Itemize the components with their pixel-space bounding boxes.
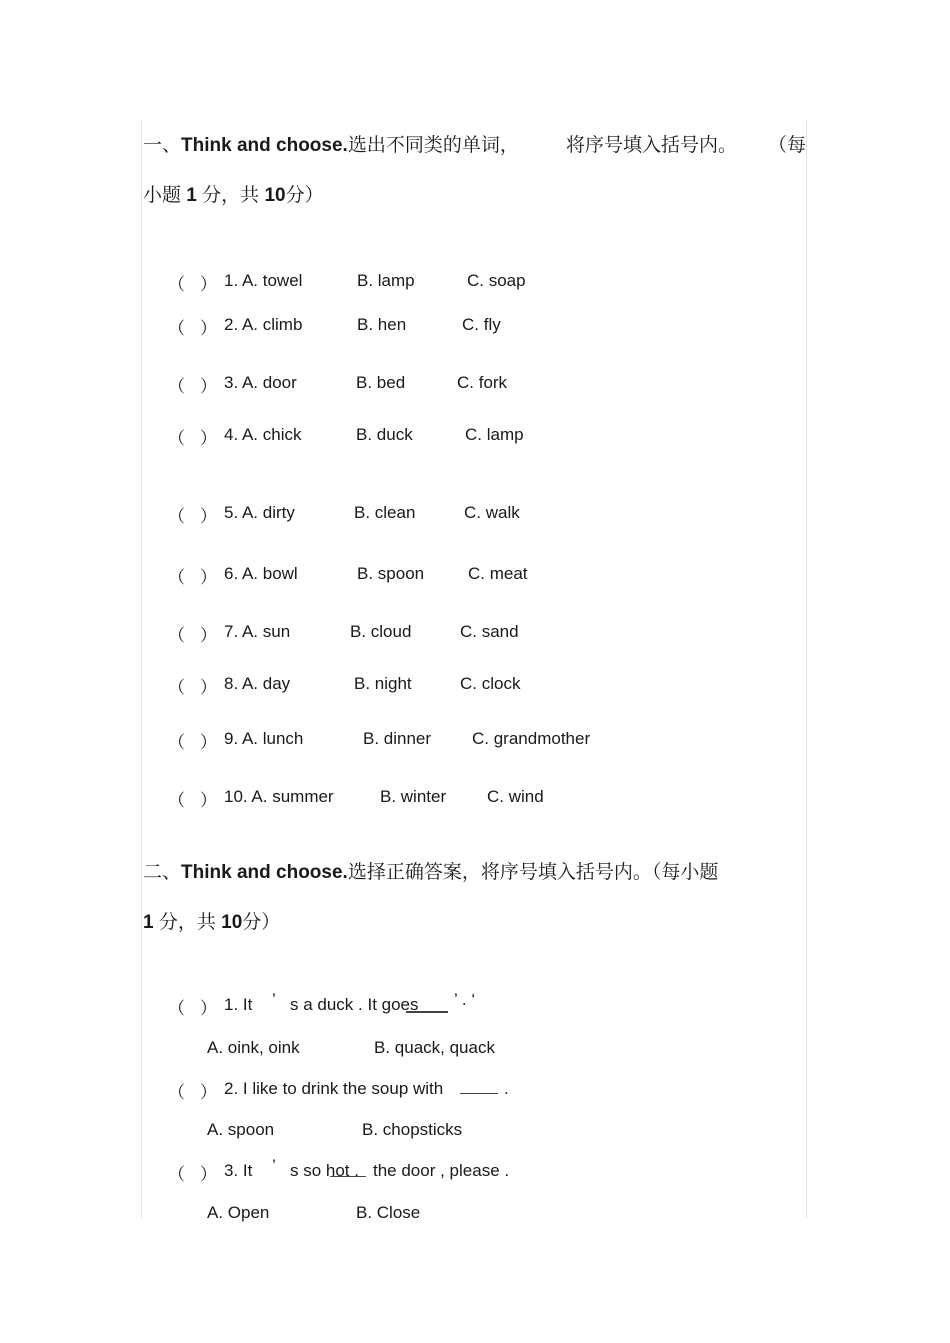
question-2-2-end: .	[504, 1079, 509, 1098]
section2-heading-line1	[143, 857, 718, 884]
answer-paren-close: ）	[200, 678, 217, 697]
question-2-1-tail: ’ . ‘	[454, 990, 476, 1009]
section1-heading-line1	[143, 130, 519, 157]
option-a: 10. A. summer	[224, 787, 334, 806]
option-c: C. meat	[468, 564, 528, 583]
answer-paren-open[interactable]: （	[168, 275, 185, 294]
answer-paren-open[interactable]: （	[168, 678, 185, 697]
answer-paren-close: ）	[200, 1083, 217, 1102]
option-a: 4. A. chick	[224, 425, 302, 444]
answer-paren-open[interactable]: （	[168, 791, 185, 810]
section1-instruction-end: （每	[768, 135, 807, 156]
answer-paren-open[interactable]: （	[168, 999, 185, 1018]
option-c: C. fork	[457, 373, 508, 392]
section2-heading-line2	[143, 907, 280, 934]
score-text: 分，共	[158, 912, 216, 933]
option-c: C. fly	[462, 315, 501, 334]
section2-instruction: 选择正确答案，将序号填入括号内。（每小题	[347, 862, 719, 883]
question-text: s a duck . It goes	[290, 995, 419, 1014]
option-b: B. chopsticks	[362, 1120, 463, 1139]
option-a: 1. A. towel	[224, 271, 303, 290]
answer-paren-close: ）	[200, 791, 217, 810]
blank-line	[406, 1011, 448, 1013]
answer-paren-open[interactable]: （	[168, 626, 185, 645]
question-text: 1. It	[224, 995, 253, 1014]
section1-heading-line2	[143, 180, 324, 207]
option-b: B. lamp	[357, 271, 415, 290]
score-text: 小题	[143, 185, 182, 206]
question-2-3-mid: s so hot .	[290, 1161, 359, 1180]
option-c: C. grandmother	[472, 729, 591, 748]
option-a: 6. A. bowl	[224, 564, 298, 583]
answer-paren-close: ）	[200, 1165, 217, 1184]
option-a: A. oink, oink	[207, 1038, 300, 1057]
section1-instruction-tail: 将序号填入括号内。	[566, 135, 738, 156]
option-a: 3. A. door	[224, 373, 297, 392]
option-a: 7. A. sun	[224, 622, 291, 641]
score-per-item: 1	[186, 185, 197, 206]
option-c: C. lamp	[465, 425, 524, 444]
section2-title: Think and choose.	[181, 862, 348, 883]
section2-number: 二、	[143, 862, 182, 883]
blank-line	[330, 1176, 366, 1177]
apostrophe: ’	[272, 990, 276, 1009]
answer-paren-close: ）	[200, 377, 217, 396]
answer-paren-close: ）	[200, 429, 217, 448]
page-border-left	[141, 120, 142, 1218]
answer-paren-close: ）	[200, 999, 217, 1018]
option-a: 5. A. dirty	[224, 503, 295, 522]
score-per-item: 1	[143, 912, 154, 933]
option-b: B. duck	[356, 425, 413, 444]
apostrophe: ’	[272, 1156, 276, 1175]
option-c: C. sand	[460, 622, 519, 641]
answer-paren-open[interactable]: （	[168, 568, 185, 587]
option-b: B. Close	[356, 1203, 421, 1222]
option-b: B. clean	[354, 503, 416, 522]
section1-instruction: 选出不同类的单词，	[347, 135, 519, 156]
answer-paren-close: ）	[200, 275, 217, 294]
answer-paren-open[interactable]: （	[168, 429, 185, 448]
option-a: A. spoon	[207, 1120, 275, 1139]
answer-paren-open[interactable]: （	[168, 1083, 185, 1102]
answer-paren-close: ）	[200, 626, 217, 645]
score-text-2: 分）	[242, 912, 281, 933]
answer-paren-open[interactable]: （	[168, 377, 185, 396]
option-b: B. cloud	[350, 622, 412, 641]
section1-title: Think and choose.	[181, 135, 348, 156]
option-b: B. night	[354, 674, 412, 693]
option-c: C. walk	[464, 503, 520, 522]
blank-line	[460, 1093, 498, 1094]
option-b: B. dinner	[363, 729, 432, 748]
question-2-1-mid	[290, 995, 419, 1015]
option-b: B. quack, quack	[374, 1038, 495, 1057]
option-a: 8. A. day	[224, 674, 291, 693]
question-2-1	[224, 995, 252, 1015]
option-b: B. winter	[380, 787, 447, 806]
answer-paren-open[interactable]: （	[168, 733, 185, 752]
section1-number: 一、	[143, 135, 182, 156]
question-2-3-end: the door , please .	[373, 1161, 510, 1180]
option-c: C. soap	[467, 271, 526, 290]
score-text-2: 分，共	[202, 185, 260, 206]
question-2-3: 3. It	[224, 1161, 253, 1180]
option-a: 9. A. lunch	[224, 729, 304, 748]
option-b: B. bed	[356, 373, 406, 392]
answer-paren-close: ）	[200, 507, 217, 526]
question-2-2: 2. I like to drink the soup with	[224, 1079, 444, 1098]
answer-paren-open[interactable]: （	[168, 507, 185, 526]
option-a: A. Open	[207, 1203, 270, 1222]
score-text-3: 分）	[285, 185, 324, 206]
option-b: B. spoon	[357, 564, 425, 583]
option-b: B. hen	[357, 315, 407, 334]
option-c: C. wind	[487, 787, 544, 806]
option-a: 2. A. climb	[224, 315, 303, 334]
answer-paren-close: ）	[200, 568, 217, 587]
answer-paren-open[interactable]: （	[168, 1165, 185, 1184]
answer-paren-open[interactable]: （	[168, 319, 185, 338]
score-total: 10	[221, 912, 243, 933]
page-border-right	[806, 120, 807, 1218]
answer-paren-close: ）	[200, 733, 217, 752]
score-total: 10	[264, 185, 286, 206]
option-c: C. clock	[460, 674, 521, 693]
answer-paren-close: ）	[200, 319, 217, 338]
